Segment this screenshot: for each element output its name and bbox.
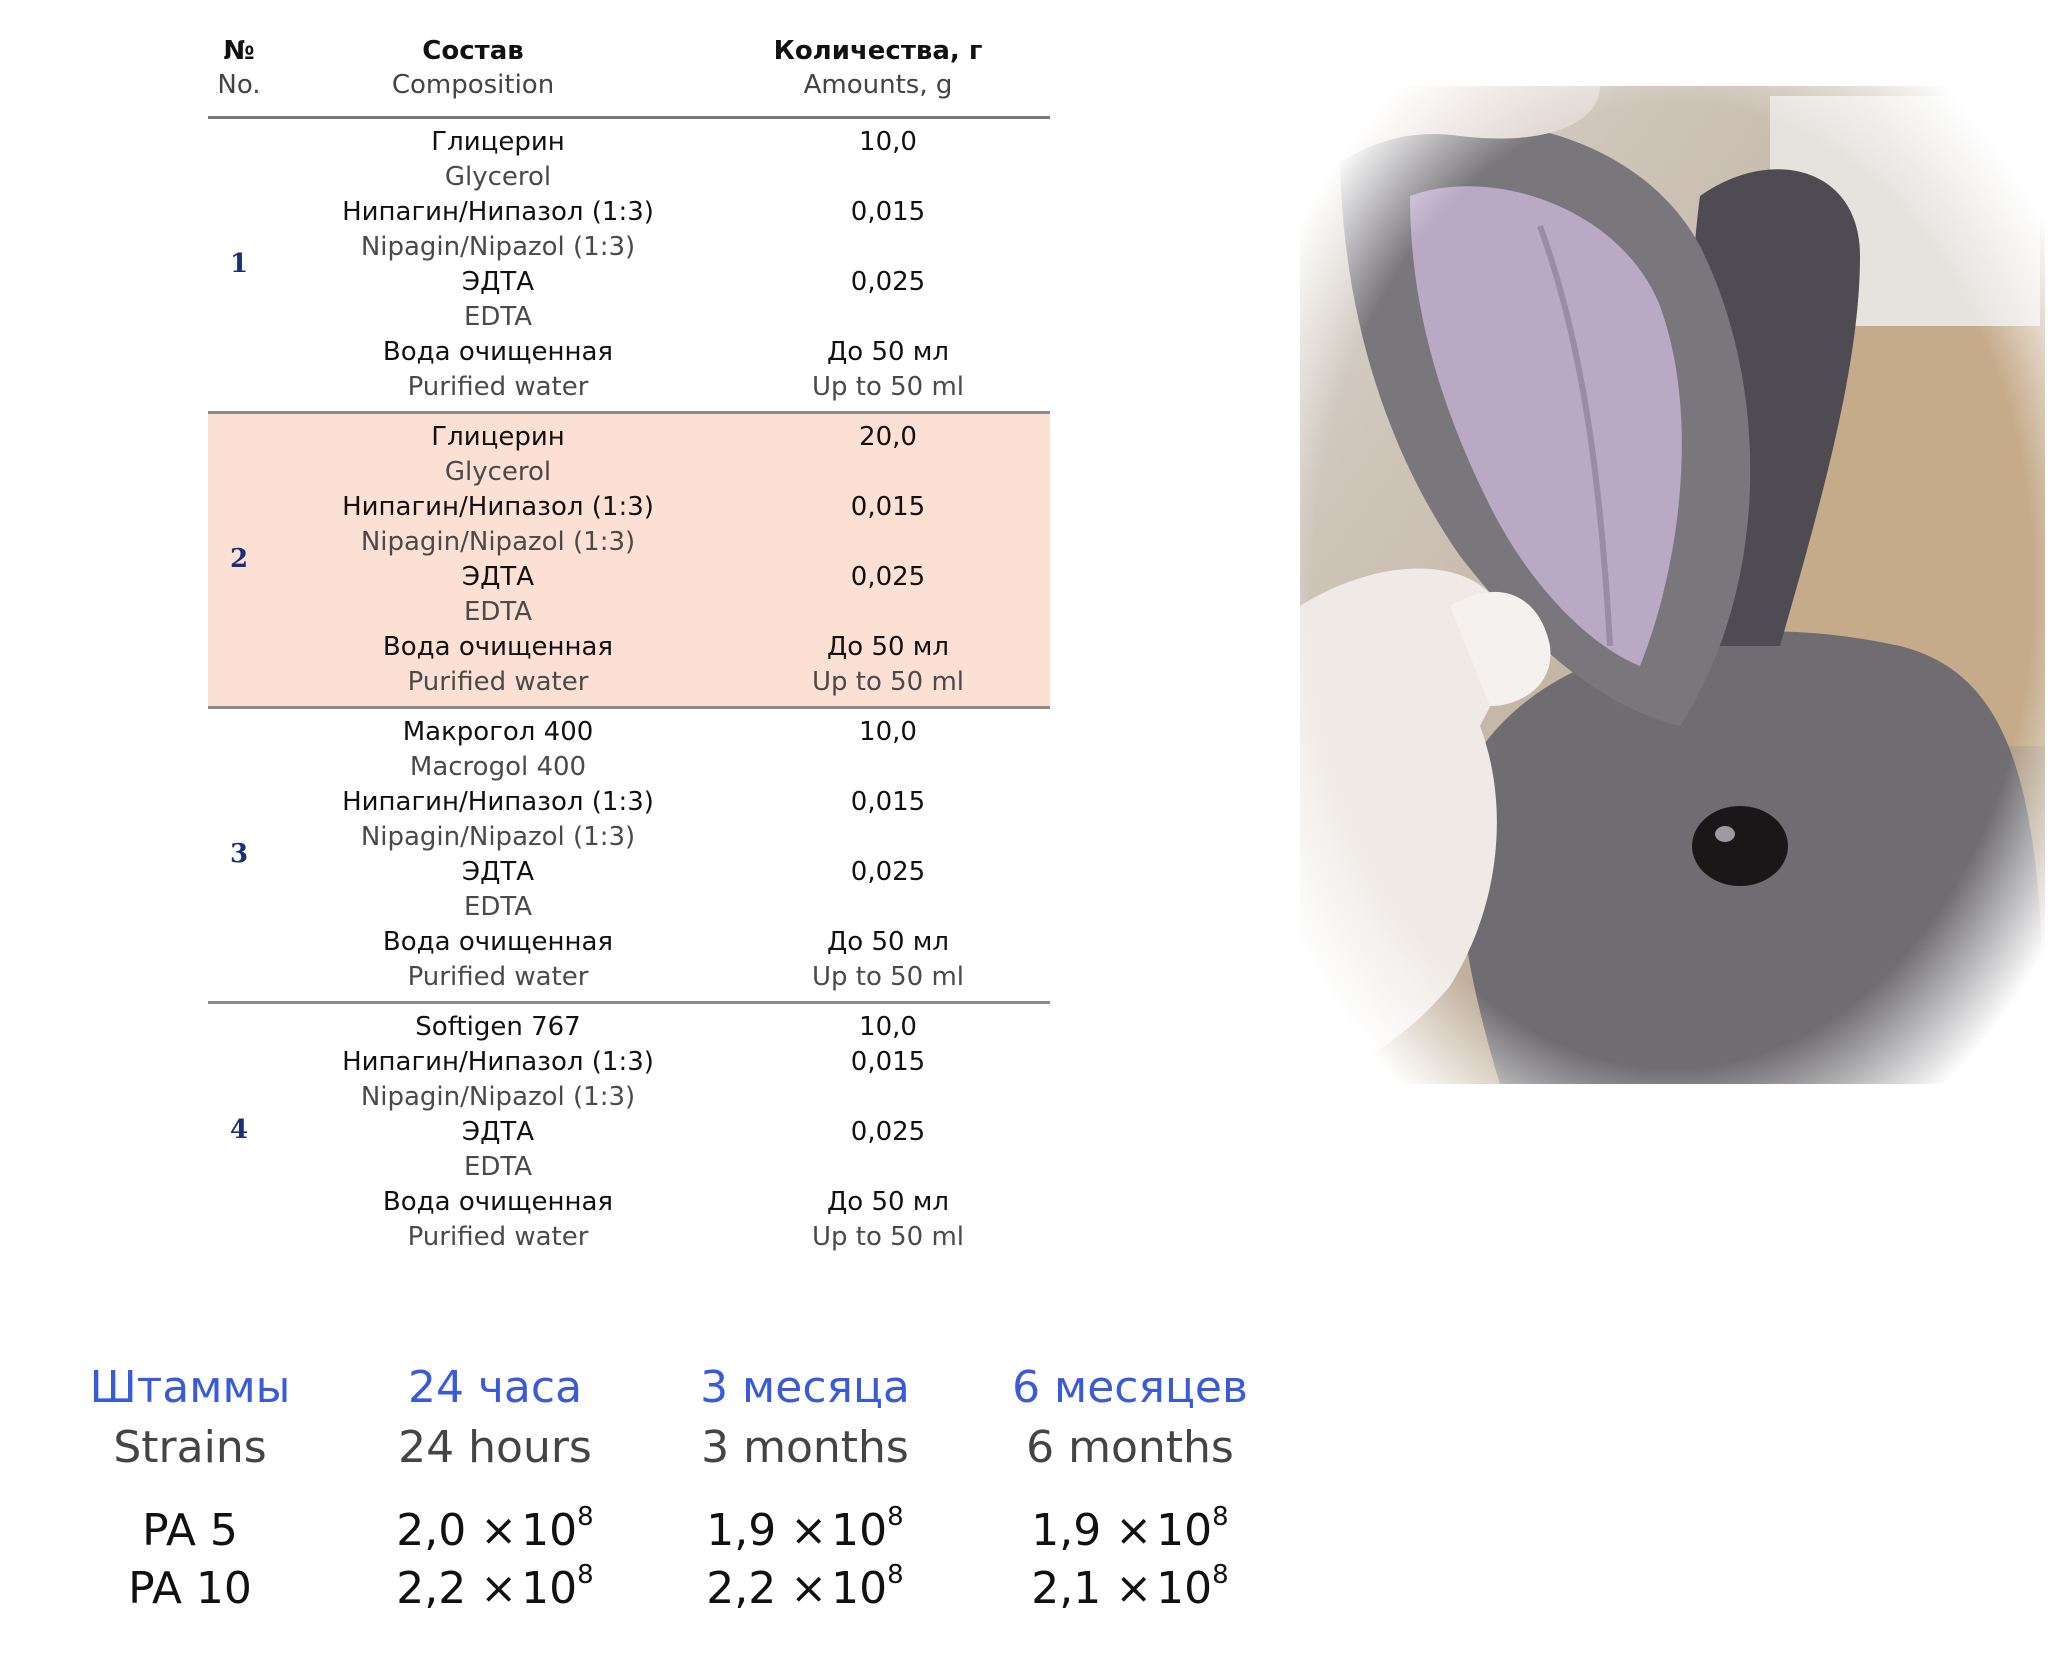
- composition-row: [208, 1185, 1050, 1220]
- composition-row: [208, 1080, 1050, 1115]
- exponent: 8: [1212, 1560, 1229, 1590]
- column-strains: [70, 1358, 310, 1618]
- composition-cell: Macrogol 400: [409, 752, 587, 782]
- times-sign: ×: [480, 1563, 518, 1614]
- amount-cell: 0,015: [850, 787, 926, 817]
- times-sign: ×: [790, 1505, 828, 1556]
- composition-row: [208, 665, 1050, 700]
- composition-row: [208, 370, 1050, 405]
- composition-row: [208, 455, 1050, 490]
- composition-cell: ЭДТА: [461, 1117, 535, 1147]
- composition-table: [208, 30, 1050, 1261]
- composition-cell: Nipagin/Nipazol (1:3): [360, 1082, 636, 1112]
- composition-cell: ЭДТА: [461, 562, 535, 592]
- composition-row: [208, 160, 1050, 195]
- composition-row: [208, 925, 1050, 960]
- m3-header-ru: 3 месяца: [700, 1362, 910, 1413]
- amount-cell: Up to 50 ml: [811, 962, 965, 992]
- mantissa: 2,1: [1031, 1563, 1102, 1614]
- composition-row: [208, 300, 1050, 335]
- composition-row: [208, 960, 1050, 995]
- composition-row: [208, 1115, 1050, 1150]
- value-pa10-6m: [980, 1560, 1280, 1618]
- composition-row: [208, 1150, 1050, 1185]
- amount-cell: 0,025: [850, 267, 926, 297]
- header-amounts-en: Amounts, g: [803, 70, 953, 100]
- amount-cell: 0,025: [850, 1117, 926, 1147]
- composition-row: [208, 855, 1050, 890]
- mantissa: 2,2: [396, 1563, 467, 1614]
- rabbit-ear-illustration: [1300, 86, 2045, 1084]
- composition-cell: Purified water: [407, 667, 589, 697]
- times-sign: ×: [480, 1505, 518, 1556]
- composition-group-rows: [208, 709, 1050, 1001]
- header-no-en: No.: [217, 70, 261, 100]
- composition-cell: ЭДТА: [461, 857, 535, 887]
- composition-row: [208, 1010, 1050, 1045]
- composition-group-rows: [208, 414, 1050, 706]
- strain-stability-table: [50, 1358, 1250, 1628]
- value-pa10-3m: [660, 1560, 950, 1618]
- composition-cell: Глицерин: [431, 422, 565, 452]
- composition-group: [208, 119, 1050, 414]
- composition-row: [208, 1220, 1050, 1255]
- header-composition: [308, 34, 638, 102]
- composition-group: [208, 1004, 1050, 1261]
- header-amounts-ru: Количества, г: [773, 36, 983, 66]
- amount-cell: 0,015: [850, 492, 926, 522]
- composition-cell: Нипагин/Нипазол (1:3): [342, 197, 654, 227]
- amount-cell: 0,025: [850, 857, 926, 887]
- amount-cell: Up to 50 ml: [811, 372, 965, 402]
- group-number: 2: [229, 543, 249, 574]
- composition-cell: Вода очищенная: [382, 927, 614, 957]
- value-pa5-3m: [660, 1502, 950, 1560]
- strain-name-pa10: PA 10: [128, 1563, 252, 1614]
- composition-cell: Softigen 767: [415, 1012, 581, 1042]
- group-number: 1: [229, 248, 249, 279]
- mantissa: 1,9: [706, 1505, 777, 1556]
- times-sign: ×: [1115, 1563, 1153, 1614]
- times-sign: ×: [790, 1563, 828, 1614]
- composition-cell: ЭДТА: [461, 267, 535, 297]
- exponent: 8: [1212, 1502, 1229, 1532]
- amount-cell: До 50 мл: [826, 927, 950, 957]
- amount-cell: 0,015: [850, 1047, 926, 1077]
- composition-cell: Nipagin/Nipazol (1:3): [360, 527, 636, 557]
- composition-cell: Glycerol: [444, 457, 552, 487]
- base: 10: [521, 1505, 578, 1556]
- exponent: 8: [887, 1502, 904, 1532]
- composition-row: [208, 490, 1050, 525]
- base: 10: [831, 1563, 888, 1614]
- header-amounts: [708, 34, 1048, 102]
- composition-cell: Purified water: [407, 372, 589, 402]
- amount-cell: 10,0: [859, 127, 917, 157]
- composition-cell: Нипагин/Нипазол (1:3): [342, 492, 654, 522]
- composition-cell: EDTA: [463, 892, 533, 922]
- composition-row: [208, 750, 1050, 785]
- amount-cell: До 50 мл: [826, 1187, 950, 1217]
- composition-cell: Glycerol: [444, 162, 552, 192]
- amount-cell: Up to 50 ml: [811, 1222, 965, 1252]
- amount-cell: 20,0: [859, 422, 917, 452]
- composition-row: [208, 335, 1050, 370]
- composition-cell: Nipagin/Nipazol (1:3): [360, 822, 636, 852]
- composition-row: [208, 715, 1050, 750]
- column-6-months: [980, 1358, 1280, 1618]
- composition-group-rows: [208, 1004, 1050, 1261]
- mantissa: 2,2: [706, 1563, 777, 1614]
- composition-row: [208, 820, 1050, 855]
- rabbit-ear-photo: [1300, 86, 2045, 1084]
- composition-cell: Макрогол 400: [402, 717, 594, 747]
- composition-row: [208, 560, 1050, 595]
- photo-vignette: [1300, 86, 2045, 1084]
- exponent: 8: [887, 1560, 904, 1590]
- composition-cell: EDTA: [463, 597, 533, 627]
- base: 10: [521, 1563, 578, 1614]
- composition-cell: EDTA: [463, 1152, 533, 1182]
- column-24-hours: [350, 1358, 640, 1618]
- strains-header-ru: Штаммы: [89, 1362, 291, 1413]
- group-number: 4: [229, 1114, 249, 1145]
- exponent: 8: [577, 1560, 594, 1590]
- amount-cell: 0,015: [850, 197, 926, 227]
- composition-cell: Вода очищенная: [382, 337, 614, 367]
- composition-cell: Вода очищенная: [382, 632, 614, 662]
- base: 10: [1156, 1505, 1213, 1556]
- composition-row: [208, 1045, 1050, 1080]
- column-3-months: [660, 1358, 950, 1618]
- base: 10: [1156, 1563, 1213, 1614]
- amount-cell: 10,0: [859, 717, 917, 747]
- times-sign: ×: [1115, 1505, 1153, 1556]
- composition-row: [208, 230, 1050, 265]
- header-no: [208, 34, 270, 102]
- composition-row: [208, 195, 1050, 230]
- composition-row: [208, 595, 1050, 630]
- amount-cell: Up to 50 ml: [811, 667, 965, 697]
- value-pa10-24h: [350, 1560, 640, 1618]
- strain-name-pa5: PA 5: [142, 1505, 238, 1556]
- amount-cell: 10,0: [859, 1012, 917, 1042]
- amount-cell: 0,025: [850, 562, 926, 592]
- header-composition-en: Composition: [391, 70, 555, 100]
- composition-row: [208, 125, 1050, 160]
- composition-cell: Вода очищенная: [382, 1187, 614, 1217]
- m6-header-en: 6 months: [1026, 1422, 1234, 1473]
- mantissa: 1,9: [1031, 1505, 1102, 1556]
- amount-cell: До 50 мл: [826, 632, 950, 662]
- composition-row: [208, 890, 1050, 925]
- composition-row: [208, 525, 1050, 560]
- composition-cell: Nipagin/Nipazol (1:3): [360, 232, 636, 262]
- composition-group-rows: [208, 119, 1050, 411]
- composition-table-body: [208, 119, 1050, 1261]
- composition-row: [208, 785, 1050, 820]
- composition-cell: Нипагин/Нипазол (1:3): [342, 787, 654, 817]
- header-composition-ru: Состав: [422, 36, 524, 66]
- mantissa: 2,0: [396, 1505, 467, 1556]
- composition-cell: Purified water: [407, 1222, 589, 1252]
- strains-header-en: Strains: [113, 1422, 267, 1473]
- amount-cell: До 50 мл: [826, 337, 950, 367]
- group-number: 3: [229, 838, 249, 869]
- h24-header-ru: 24 часа: [407, 1362, 583, 1413]
- header-no-ru: №: [223, 36, 255, 66]
- composition-table-header: [208, 30, 1050, 119]
- value-pa5-6m: [980, 1502, 1280, 1560]
- composition-cell: Глицерин: [431, 127, 565, 157]
- composition-group: [208, 709, 1050, 1004]
- value-pa5-24h: [350, 1502, 640, 1560]
- composition-row: [208, 630, 1050, 665]
- composition-cell: EDTA: [463, 302, 533, 332]
- composition-row: [208, 420, 1050, 455]
- exponent: 8: [577, 1502, 594, 1532]
- composition-cell: Нипагин/Нипазол (1:3): [342, 1047, 654, 1077]
- composition-row: [208, 265, 1050, 300]
- composition-group: [208, 414, 1050, 709]
- m3-header-en: 3 months: [701, 1422, 909, 1473]
- composition-cell: Purified water: [407, 962, 589, 992]
- m6-header-ru: 6 месяцев: [1012, 1362, 1248, 1413]
- base: 10: [831, 1505, 888, 1556]
- h24-header-en: 24 hours: [398, 1422, 592, 1473]
